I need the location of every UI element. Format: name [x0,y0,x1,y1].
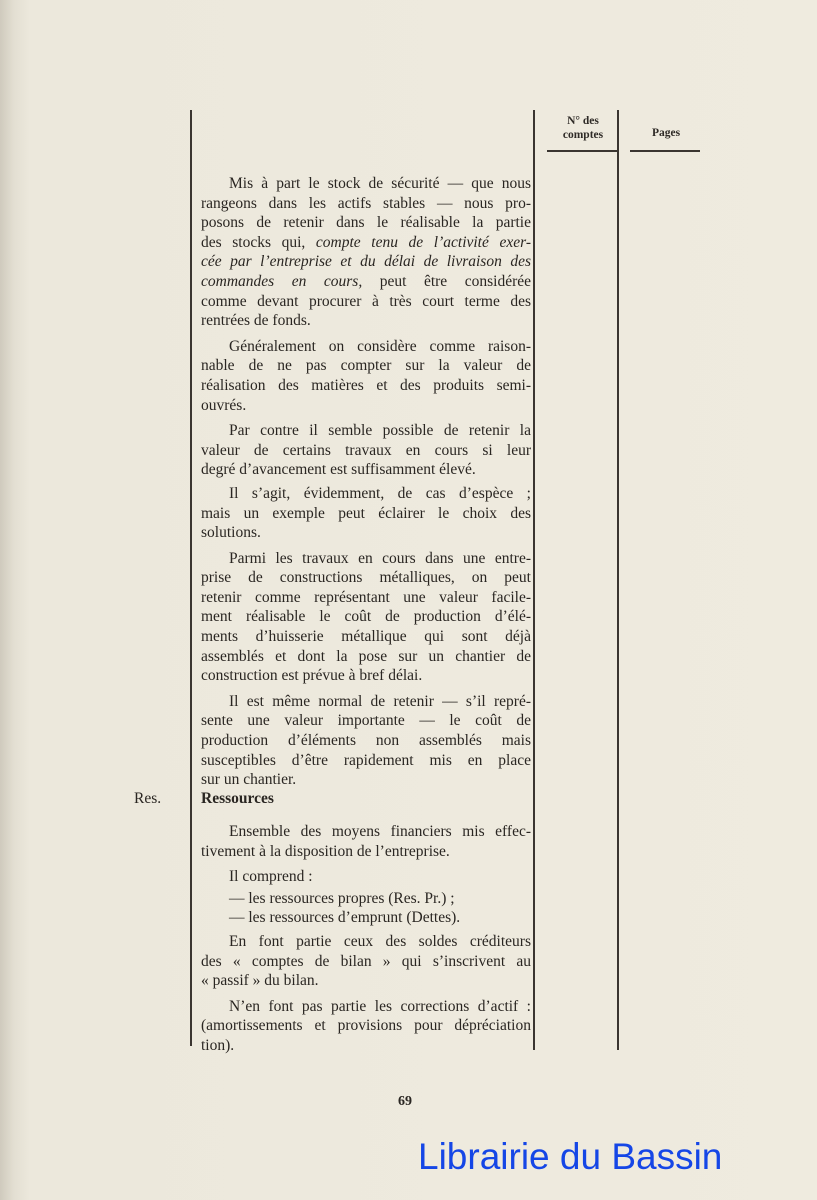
text-line: ouvrés. [201,396,247,414]
text-line: En font partie ceux des soldes créditeurs [229,932,531,950]
paragraph [201,692,531,790]
text-line: — les ressources propres (Res. Pr.) ; [229,889,455,907]
text-line: susceptibles d’être rapidement mis en place [201,751,531,769]
section-heading: Ressources [201,790,274,807]
text-line: comme devant procurer à très court terme des [201,292,531,310]
text-line: assemblés et dont la pose sur un chantier de [201,647,531,665]
header-underline-pages [630,150,700,152]
watermark: Librairie du Bassin [418,1136,723,1177]
text-line: sente une valeur importante — le coût de [201,712,531,730]
text-line: rangeons dans les actifs stables — nous pro- [201,194,531,212]
paragraph [201,822,531,861]
text-line: rentrées de fonds. [201,312,311,330]
text-line: (amortissements et provisions pour dépréciation [201,1017,531,1035]
paragraph [201,549,531,686]
text-line: sur un chantier. [201,771,297,789]
text-line: des « comptes de bilan » qui s’inscrivent au [201,952,531,970]
paragraph [201,889,531,909]
text-line: mais un exemple peut éclairer le choix des [201,504,531,522]
text-line: valeur de certains travaux en cours si leur [201,441,531,459]
text-line: retenir comme représentant une valeur facile- [201,588,531,606]
column-rule-accounts-right [617,110,619,1050]
text-line: ment réalisable le coût de production d’élé- [201,608,531,626]
text-line: tivement à la disposition de l’entreprise. [201,842,450,860]
paragraph [201,174,531,331]
text-line: ments d’huisserie métallique qui sont déjà [201,628,531,646]
text-line: Mis à part le stock de sécurité — que nous [229,175,531,192]
header-underline-accounts [547,150,619,152]
page-number: 69 [398,1094,412,1109]
ressources-definition-text [201,822,531,1056]
text-line: degré d’avancement est suffisamment élevé. [201,461,476,479]
paragraph [201,908,531,928]
text-line: tion). [201,1036,235,1054]
column-rule-left [190,110,192,1046]
text-line: Il comprend : [229,868,313,886]
paragraph [201,997,531,1056]
text-line: construction est prévue à bref délai. [201,667,423,685]
column-rule-text-right [533,110,535,1050]
text-line: nable de ne pas compter sur la valeur de [201,357,531,375]
text-line: des stocks qui, compte tenu de l’activité exer- [201,233,531,251]
paragraph [201,337,531,415]
text-line: Par contre il semble possible de retenir la [229,422,531,440]
text-line: Généralement on considère comme raison- [229,337,531,355]
text-line: « passif » du bilan. [201,972,319,990]
paragraph [201,932,531,991]
text-line: Ensemble des moyens financiers mis effec- [229,823,531,840]
text-line: production d’éléments non assemblés mais [201,732,531,750]
paragraph [201,867,531,887]
text-line: Parmi les travaux en cours dans une entre- [229,549,531,567]
column-header-accounts: N° des comptes [562,115,604,141]
text-line: cée par l’entreprise et du délai de livraison des [201,253,531,271]
stock-discussion-text [201,174,531,790]
text-line: prise de constructions métalliques, on peut [201,569,531,587]
text-line: posons de retenir dans le réalisable la partie [201,214,531,232]
paragraph [201,484,531,543]
text-line: N’en font pas partie les corrections d’actif : [229,997,531,1015]
text-line: Il est même normal de retenir — s’il repré- [229,692,531,710]
column-header-pages: Pages [651,127,681,139]
text-line: commandes en cours, peut être considérée [201,272,531,290]
text-line: réalisation des matières et des produits semi- [201,376,531,394]
paragraph [201,421,531,480]
margin-abbreviation: Res. [134,790,162,807]
text-line: Il s’agit, évidemment, de cas d’espèce ; [229,484,531,502]
text-line: — les ressources d’emprunt (Dettes). [229,909,461,927]
text-line: solutions. [201,524,261,542]
